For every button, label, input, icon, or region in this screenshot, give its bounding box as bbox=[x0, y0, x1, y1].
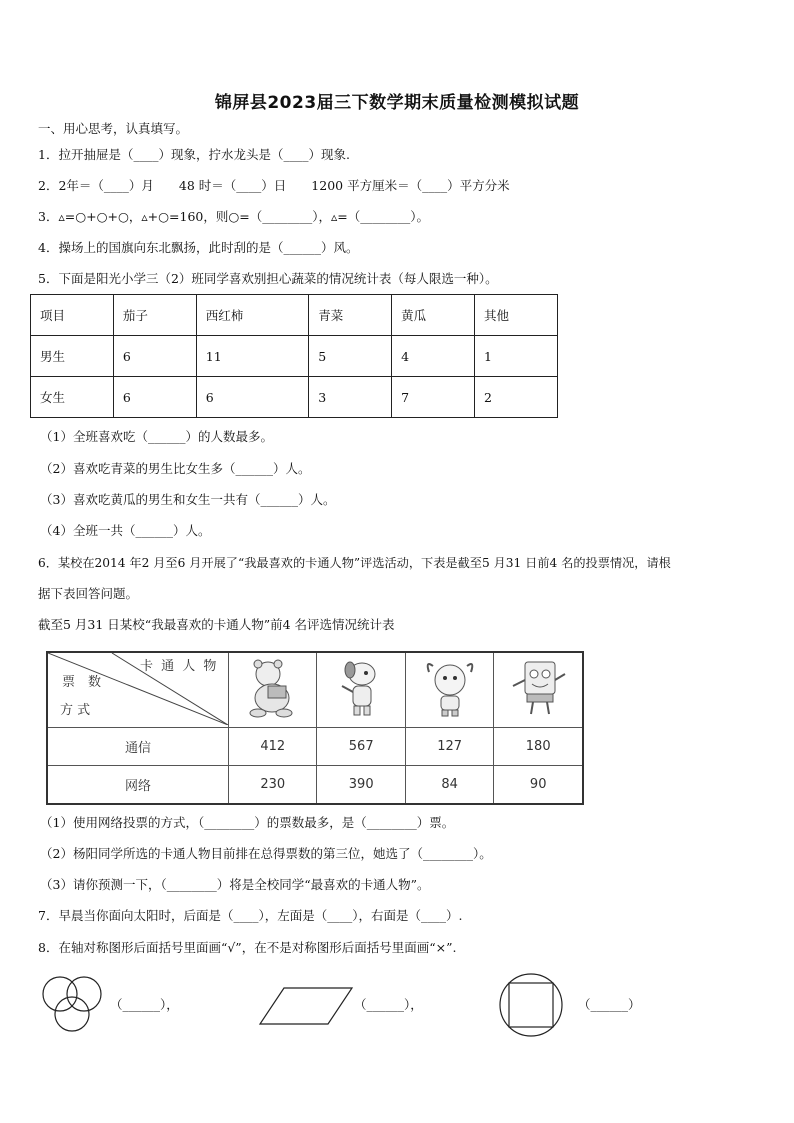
character-cell bbox=[229, 652, 317, 728]
table-cell: 3 bbox=[309, 377, 392, 418]
diagonal-label-bottom: 方 式 bbox=[60, 703, 91, 718]
diagonal-label-mid: 票 数 bbox=[62, 675, 102, 690]
table-cell: 1 bbox=[475, 336, 558, 377]
goat-character-icon bbox=[415, 656, 485, 720]
table-cell: 127 bbox=[405, 728, 493, 766]
table-row-label: 通信 bbox=[47, 728, 229, 766]
table-row bbox=[47, 766, 583, 805]
bear-character-icon bbox=[238, 656, 308, 720]
parallelogram-figure bbox=[258, 986, 354, 1026]
sponge-character-icon bbox=[503, 656, 573, 720]
question-8: 8．在轴对称图形后面括号里面画“√”，在不是对称图形后面括号里面画“×”. bbox=[38, 940, 457, 955]
table-caption: 截至5 月31 日某校“我最喜欢的卡通人物”前4 名评选情况统计表 bbox=[38, 617, 395, 632]
question-6: 6．某校在2014 年2 月至6 月开展了“我最喜欢的卡通人物”评选活动，下表是截至5 月31 日前4 名的投票情况，请根 bbox=[38, 556, 671, 570]
question-7: 7．早晨当你面向太阳时，后面是（____），左面是（____），右面是（____）. bbox=[38, 908, 463, 923]
question-2: 2．2年＝（____）月 48 时＝（____）日 1200 平方厘米＝（____）平方分米 bbox=[38, 178, 510, 193]
table-cell: 390 bbox=[317, 766, 405, 805]
answer-blank-2[interactable]: （______）， bbox=[354, 997, 423, 1012]
table-cell: 男生 bbox=[31, 336, 114, 377]
table-header-cell: 青菜 bbox=[309, 295, 392, 336]
table-header-cell: 其他 bbox=[475, 295, 558, 336]
table-header-cell: 西红柿 bbox=[196, 295, 308, 336]
question-6-cont: 据下表回答问题。 bbox=[38, 586, 139, 601]
table-cell: 4 bbox=[392, 336, 475, 377]
section-heading: 一、用心思考，认真填写。 bbox=[38, 121, 189, 136]
table-header-cell: 茄子 bbox=[113, 295, 196, 336]
dog-character-icon bbox=[326, 656, 396, 720]
table-cell: 412 bbox=[229, 728, 317, 766]
diagonal-header-cell bbox=[47, 652, 229, 728]
vegetable-table bbox=[30, 294, 558, 418]
table-cell: 84 bbox=[405, 766, 493, 805]
question-5-part-4: （4）全班一共（______）人。 bbox=[40, 523, 211, 538]
table-row bbox=[31, 377, 558, 418]
table-cell: 女生 bbox=[31, 377, 114, 418]
table-cell: 5 bbox=[309, 336, 392, 377]
answer-blank-3[interactable]: （______） bbox=[578, 997, 641, 1012]
page-title: 锦屏县2023届三下数学期末质量检测模拟试题 bbox=[214, 93, 580, 113]
diagonal-label-top: 卡 通 人 物 bbox=[140, 659, 219, 674]
three-circles-figure bbox=[40, 972, 104, 1036]
question-6-part-2: （2）杨阳同学所选的卡通人物目前排在总得票数的第三位，她选了（________）。 bbox=[40, 846, 492, 861]
table-cell: 230 bbox=[229, 766, 317, 805]
table-cell: 567 bbox=[317, 728, 405, 766]
table-row bbox=[47, 728, 583, 766]
question-5-part-1: （1）全班喜欢吃（______）的人数最多。 bbox=[40, 429, 273, 444]
table-row-label: 网络 bbox=[47, 766, 229, 805]
answer-blank-1[interactable]: （______）， bbox=[110, 997, 179, 1012]
square-in-circle-figure bbox=[498, 972, 564, 1038]
table-cell: 6 bbox=[113, 377, 196, 418]
question-6-part-1: （1）使用网络投票的方式，（________）的票数最多，是（________）票。 bbox=[40, 815, 455, 830]
table-cell: 90 bbox=[494, 766, 583, 805]
question-5-part-2: （2）喜欢吃青菜的男生比女生多（______）人。 bbox=[40, 461, 311, 476]
question-6-part-3: （3）请你预测一下，（________）将是全校同学“最喜欢的卡通人物”。 bbox=[40, 877, 430, 892]
table-cell: 7 bbox=[392, 377, 475, 418]
table-header-cell: 项目 bbox=[31, 295, 114, 336]
table-header-cell: 黄瓜 bbox=[392, 295, 475, 336]
question-5: 5．下面是阳光小学三（2）班同学喜欢别担心蔬菜的情况统计表（每人限选一种）。 bbox=[38, 271, 498, 286]
character-cell bbox=[405, 652, 493, 728]
question-5-part-3: （3）喜欢吃黄瓜的男生和女生一共有（______）人。 bbox=[40, 492, 336, 507]
table-row bbox=[31, 336, 558, 377]
table-cell: 6 bbox=[196, 377, 308, 418]
table-cell: 11 bbox=[196, 336, 308, 377]
character-cell bbox=[494, 652, 583, 728]
table-cell: 2 bbox=[475, 377, 558, 418]
character-cell bbox=[317, 652, 405, 728]
cartoon-vote-table bbox=[46, 651, 584, 805]
question-1: 1．拉开抽屉是（____）现象，拧水龙头是（____）现象. bbox=[38, 147, 350, 162]
table-cell: 180 bbox=[494, 728, 583, 766]
question-4: 4．操场上的国旗向东北飘扬，此时刮的是（______）风。 bbox=[38, 240, 359, 255]
table-cell: 6 bbox=[113, 336, 196, 377]
question-3: 3．▵=○+○+○，▵+○=160，则○=（________），▵=（________）。 bbox=[38, 209, 429, 224]
